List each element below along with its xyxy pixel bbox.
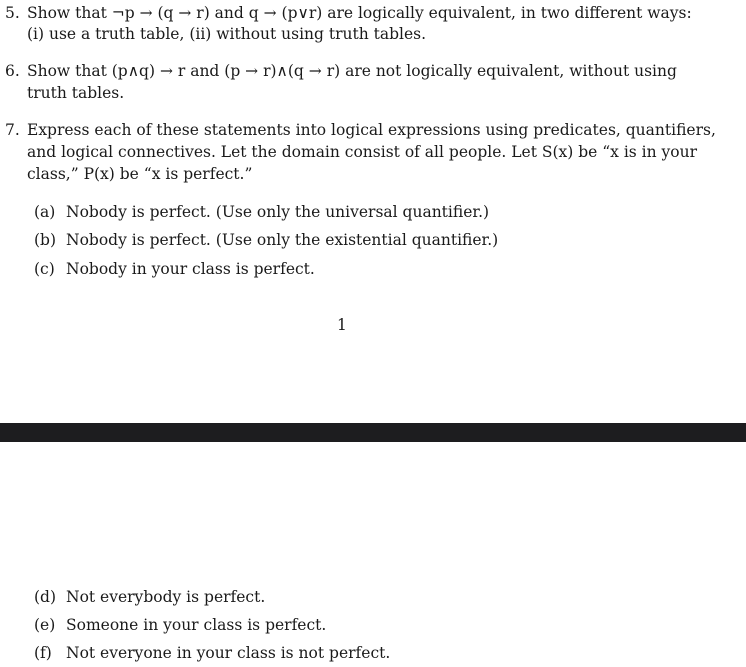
part-e-text: Someone in your class is perfect. [66, 616, 327, 634]
problem-6-line-2: truth tables. [27, 84, 125, 102]
part-a-text: Nobody is perfect. (Use only the universal quantifier.) [66, 203, 490, 221]
part-d-label: (d) [34, 588, 57, 606]
part-c-label: (c) [34, 260, 55, 278]
part-a-label: (a) [34, 203, 56, 221]
problem-5-number: 5. [5, 4, 20, 22]
part-b-text: Nobody is perfect. (Use only the existential quantifier.) [66, 231, 499, 249]
problem-7-line-1: Express each of these statements into logical expressions using predicates, quantifiers, [27, 121, 716, 139]
problem-7-line-3: class,” P(x) be “x is perfect.” [27, 165, 253, 183]
page-number: 1 [337, 316, 347, 334]
part-d-text: Not everybody is perfect. [66, 588, 266, 606]
part-f-label: (f) [34, 644, 52, 662]
problem-5-line-2: (i) use a truth table, (ii) without using truth tables. [27, 25, 427, 43]
part-f-text: Not everyone in your class is not perfect. [66, 644, 391, 662]
page-break-divider [0, 423, 746, 442]
problem-6-line-1: Show that (p∧q) → r and (p → r)∧(q → r) are not logically equivalent, without using [27, 62, 677, 80]
problem-7-number: 7. [5, 121, 20, 139]
part-b-label: (b) [34, 231, 57, 249]
problem-5-line-1: Show that ¬p → (q → r) and q → (p∨r) are logically equivalent, in two different ways: [27, 4, 692, 22]
problem-7-line-2: and logical connectives. Let the domain consist of all people. Let S(x) be “x is in your [27, 143, 698, 161]
part-c-text: Nobody in your class is perfect. [66, 260, 315, 278]
part-e-label: (e) [34, 616, 56, 634]
problem-6-number: 6. [5, 62, 20, 80]
